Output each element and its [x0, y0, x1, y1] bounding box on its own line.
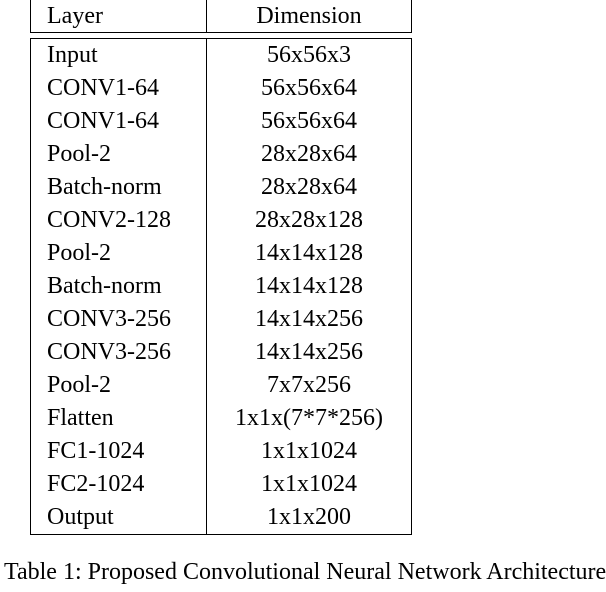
layer-cell: CONV1-64: [31, 72, 207, 105]
dimension-cell: 56x56x3: [267, 42, 351, 68]
layer-cell: Pool-2: [31, 237, 207, 270]
table-row: [31, 72, 412, 105]
table-row: [31, 237, 412, 270]
header-dimension: Dimension: [256, 3, 362, 29]
layer-cell: Batch-norm: [31, 270, 207, 303]
table-row: [31, 369, 412, 402]
table-row: [31, 336, 412, 369]
table-row: [31, 105, 412, 138]
layer-cell: CONV1-64: [31, 105, 207, 138]
layer-cell: Pool-2: [31, 369, 207, 402]
dimension-cell: 28x28x64: [261, 141, 357, 167]
dimension-cell: 1x1x200: [267, 504, 351, 530]
table-row: [31, 171, 412, 204]
header-row: [31, 0, 412, 33]
dimension-cell: 1x1x1024: [261, 471, 357, 497]
architecture-table: [30, 0, 411, 535]
table-caption: Table 1: Proposed Convolutional Neural Network Architecture: [4, 559, 606, 585]
table-row: [31, 270, 412, 303]
table-header: [30, 0, 412, 33]
layer-cell: FC2-1024: [31, 468, 207, 501]
layer-cell: Input: [31, 39, 207, 73]
table-row: [31, 303, 412, 336]
dimension-cell: 7x7x256: [267, 372, 351, 398]
table-rows: [31, 39, 412, 535]
table-row: [31, 39, 412, 73]
table-row: [31, 204, 412, 237]
dimension-cell: 56x56x64: [261, 75, 357, 101]
table-row: [31, 468, 412, 501]
table-body: [30, 38, 412, 535]
layer-cell: CONV3-256: [31, 303, 207, 336]
dimension-cell: 1x1x(7*7*256): [235, 405, 383, 431]
dimension-cell: 1x1x1024: [261, 438, 357, 464]
dimension-cell: 14x14x256: [255, 339, 363, 365]
layer-cell: Pool-2: [31, 138, 207, 171]
dimension-cell: 14x14x128: [255, 240, 363, 266]
dimension-cell: 14x14x128: [255, 273, 363, 299]
table-row: [31, 138, 412, 171]
layer-cell: FC1-1024: [31, 435, 207, 468]
table-row: [31, 435, 412, 468]
dimension-cell: 28x28x64: [261, 174, 357, 200]
dimension-cell: 56x56x64: [261, 108, 357, 134]
layer-cell: CONV2-128: [31, 204, 207, 237]
table-row: [31, 501, 412, 535]
layer-cell: CONV3-256: [31, 336, 207, 369]
layer-cell: Batch-norm: [31, 171, 207, 204]
dimension-cell: 28x28x128: [255, 207, 363, 233]
layer-cell: Flatten: [31, 402, 207, 435]
table-row: [31, 402, 412, 435]
dimension-cell: 14x14x256: [255, 306, 363, 332]
layer-cell: Output: [31, 501, 207, 535]
header-layer: Layer: [31, 0, 207, 33]
